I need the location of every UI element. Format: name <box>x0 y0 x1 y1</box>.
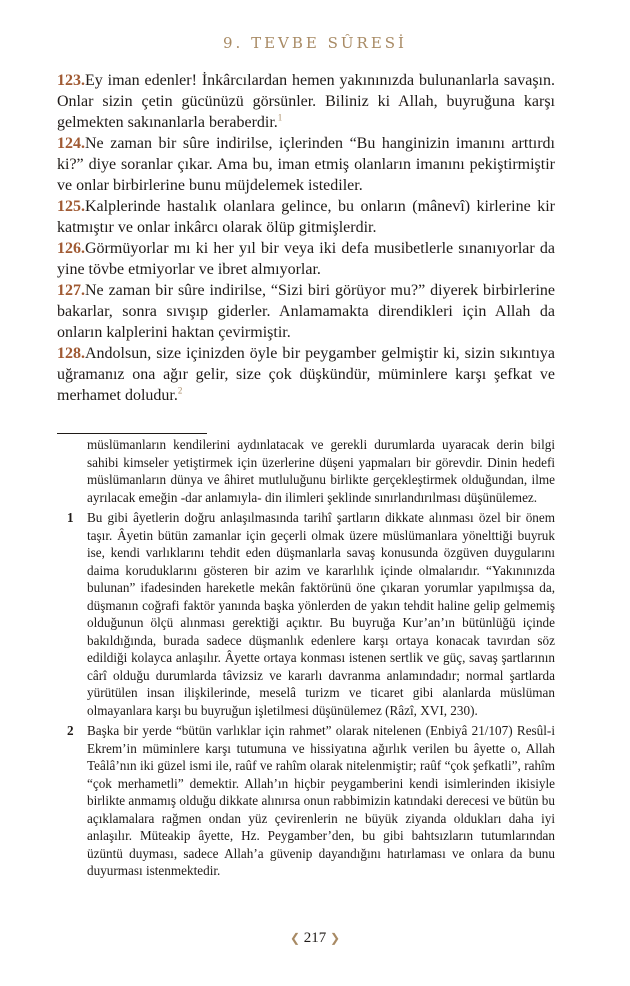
footnote-text: müslümanların kendilerini aydınlatacak ve gerekli durumlarda uyaracak derin bilgi sahibi kimseler yetiştirmek için üzerlerine düşeni yapmaları bir görevdir. Dinin hedefi müslümanların dünya ve âhiret mutluluğunu birlikte gerçekleştirmek olduğundan, ilme ayrılacak emeğin -dar anlamıyla- din ilimleri şeklinde sınırlandırılması düşünülemez. <box>87 437 555 505</box>
verses-block <box>57 70 555 406</box>
footnote-text: Bu gibi âyetlerin doğru anlaşılmasında tarihî şartların dikkate alınması özel bir önem taşır. Âyetin bütün zamanlar için geçerli olmak üzere müslümanlara yönelttiği buyruk ise, kendi varlıklarını tehdit eden düşmanlarla savaş konusunda özgüven duygularını daima koruduklarını gösteren bir azim ve kararlılık içinde olmalarıdır. “Yakınınızda bulunan” ifadesinden hareketle mekân faktörünü öne çıkaran yorumlar yapılmışsa da, düşmanın coğrafi faktör yanında başka yönlerden de yakın tehdit haline gelip gelmemiş olduğunun ölçü alınması gerektiği açıktır. Bu buyruğa Kur’an’ın bütünlüğü içinde bakıldığında, burada sadece düşmanlık edenlere karşı ortaya konacak tavırdan söz edildiği kolayca anlaşılır. Âyette ortaya konması istenen sertlik ve güç, savaş şartlarının cârî olduğu durumlarda tâvizsiz ve kararlı davranma anlamındadır; normal şartlarda yürütülen insan ilişkilerinde, meselâ turizm ve ticaret gibi alanlarda müslüman olmayanlara karşı bu buyruğun işletilmesi düşünülemez (Râzî, XVI, 230). <box>87 510 555 718</box>
verse-text: Görmüyorlar mı ki her yıl bir veya iki defa musibetlerle sınanıyorlar da yine tövbe etmiyorlar ve ibret almıyorlar. <box>57 240 555 278</box>
verse-number: 124. <box>57 135 85 152</box>
footnote-text: Başka bir yerde “bütün varlıklar için rahmet” olarak nitelenen (Enbiyâ 21/107) Resûl-i Ekrem’in müminlere karşı tutumuna ve hissiyatına ağırlık verilen bu âyette o, Allah Teâlâ’nın iki güzel ismi ile, raûf ve rahîm olarak nitelenmiştir; raûf “çok şefkatli”, rahîm “çok merhametli” demektir. Allah’ın hiçbir peygamberini kendi isimlerinden ikisiyle birlikte anmamış olduğu dikkate alınırsa onun rabbimizin katındaki derecesi ve bütün bu açıklamalara rağmen ondan yüz çevirenlerin ne büyük ziyanda oldukları daha iyi anlaşılır. Müteakip âyette, Hz. Peygamber’den, bu gibi bahtsızların tutumlarından üzüntü duyması, sadece Allah’a güvenip dayandığını hatırlaması ve onlara da bunu duyurması istenmektedir. <box>87 723 555 878</box>
running-head: 9. TEVBE SÛRESİ <box>223 34 407 52</box>
verse-number: 125. <box>57 198 85 215</box>
footnote-number: 1 <box>67 510 74 525</box>
footnote-number: 2 <box>67 723 74 738</box>
verse-text: Kalplerinde hastalık olanlara gelince, bu onların (mânevî) kirlerine kir katmıştır ve onlar inkârcı olarak ölüp gitmişlerdir. <box>57 198 555 236</box>
verse-128 <box>57 343 555 406</box>
verse-125 <box>57 196 555 238</box>
page-number-footer <box>0 930 630 947</box>
verse-127 <box>57 280 555 343</box>
footnote-1 <box>57 509 555 719</box>
footnote-continuation <box>57 436 555 506</box>
verse-text: Ne zaman bir sûre indirilse, içlerinden “Bu hanginizin imanını arttırdı ki?” diye soranlar çıkar. Ama bu, iman etmiş olanların imanını pekiştirmiştir ve onlar birbirlerine bunu müjdelemek istediler. <box>57 135 555 194</box>
verse-text: Ne zaman bir sûre indirilse, “Sizi biri görüyor mu?” diyerek birbirlerine bakarlar, sonra sıvışıp giderler. Anlamamakta direndikleri için Allah da onların kalplerini haktan çevirmiştir. <box>57 282 555 341</box>
verse-123 <box>57 70 555 133</box>
verse-126 <box>57 238 555 280</box>
footnote-ref[interactable]: 2 <box>177 385 183 396</box>
page-number: 217 <box>303 930 327 946</box>
verse-text: Ey iman edenler! İnkârcılardan hemen yakınınızda bulunanlarla savaşın. Onlar sizin çetin gücünüzü görsünler. Biliniz ki Allah, buyruğuna karşı gelmekten sakınanlarla beraberdir. <box>57 72 555 131</box>
ornament-left-icon: ❮ <box>289 931 300 945</box>
footnote-ref[interactable]: 1 <box>277 112 283 123</box>
verse-number: 123. <box>57 72 85 89</box>
verse-number: 126. <box>57 240 85 257</box>
verse-124 <box>57 133 555 196</box>
footnote-2 <box>57 722 555 880</box>
verse-text: Andolsun, size içinizden öyle bir peygamber gelmiştir ki, sizin sıkıntıya uğramanız ona ağır gelir, size çok düşkündür, müminlere karşı şefkat ve merhamet doludur. <box>57 345 555 404</box>
footnotes-block <box>57 436 555 883</box>
verse-number: 127. <box>57 282 85 299</box>
verse-number: 128. <box>57 345 85 362</box>
footnote-divider <box>57 433 207 434</box>
ornament-right-icon: ❯ <box>330 931 341 945</box>
